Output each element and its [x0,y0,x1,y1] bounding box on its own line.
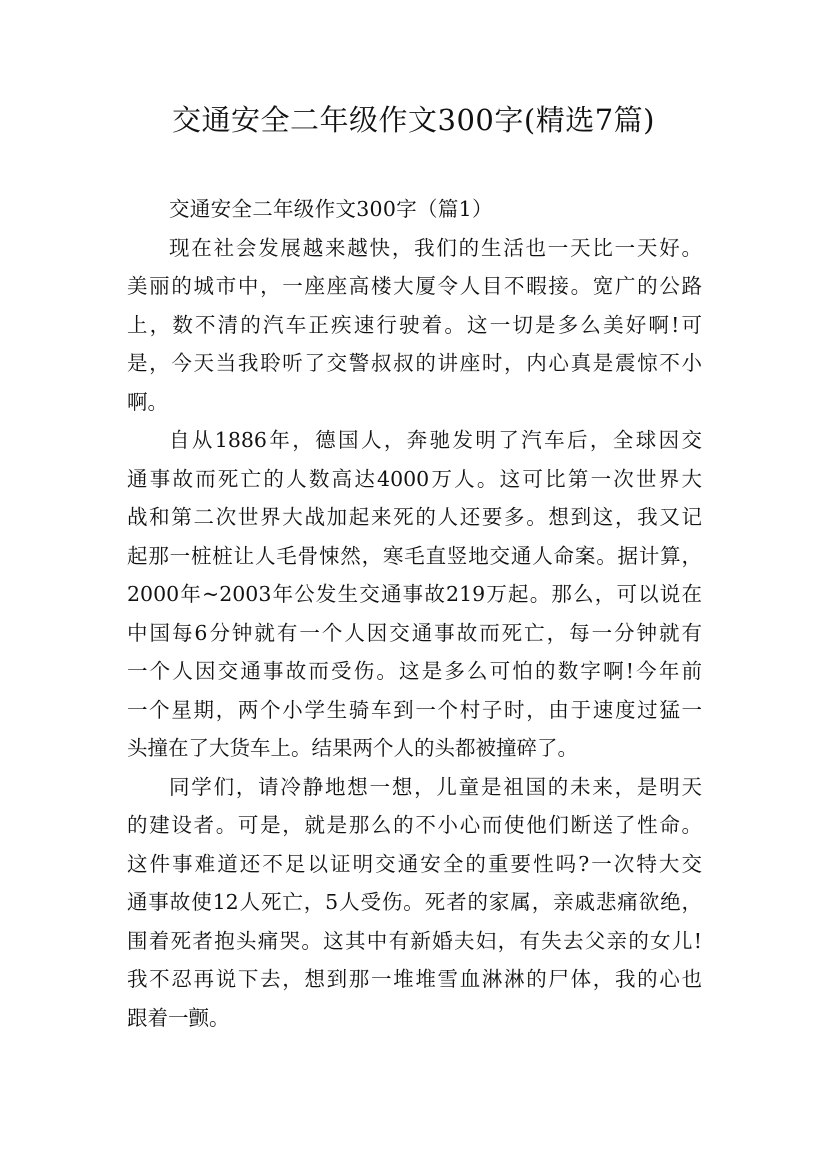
paragraph-line: 是，今天当我聆听了交警叔叔的讲座时，内心真是震惊不小 [127,351,702,375]
paragraph-line: 上，数不清的汽车正疾速行驶着。这一切是多么美好啊!可 [127,312,702,337]
paragraph-line: 起那一桩桩让人毛骨悚然，寒毛直竖地交通人命案。据计算， [127,543,702,568]
paragraph-line: 头撞在了大货车上。结果两个人的头都被撞碎了。 [127,736,578,760]
document-title: 交通安全二年级作文300字(精选7篇) [172,103,655,137]
paragraph-line: 中国每6分钟就有一个人因交通事故而死亡，每一分钟就有 [127,620,702,645]
paragraph-line: 通事故使12人死亡，5人受伤。死者的家属，亲戚悲痛欲绝， [127,890,702,914]
paragraph-2 [127,421,702,768]
paragraph-line: 自从1886年，德国人，奔驰发明了汽车后，全球因交 [169,428,702,452]
paragraph-line: 通事故而死亡的人数高达4000万人。这可比第一次世界大 [127,466,702,491]
paragraph-line: 这件事难道还不足以证明交通安全的重要性吗?一次特大交 [127,851,702,876]
paragraph-line: 战和第二次世界大战加起来死的人还要多。想到这，我又记 [127,505,702,529]
article-body [127,190,702,1037]
paragraph-1 [127,229,702,422]
paragraph-3 [127,768,702,1038]
paragraph-line: 同学们，请冷静地想一想，儿童是祖国的未来，是明天 [169,774,702,799]
paragraph-line: 美丽的城市中，一座座高楼大厦令人目不暇接。宽广的公路 [127,274,702,298]
paragraph-line: 跟着一颤。 [127,1005,230,1030]
paragraph-line: 现在社会发展越来越快，我们的生活也一天比一天好。 [169,235,702,260]
paragraph-line: 我不忍再说下去，想到那一堆堆雪血淋淋的尸体，我的心也 [127,967,702,991]
paragraph-line: 围着死者抱头痛哭。这其中有新婚夫妇，有失去父亲的女儿! [127,928,702,953]
paragraph-line: 一个星期，两个小学生骑车到一个村子时，由于速度过猛一 [127,697,702,722]
paragraph-line: 啊。 [127,389,168,414]
paragraph-line: 一个人因交通事故而受伤。这是多么可怕的数字啊!今年前 [127,659,702,683]
section-heading: 交通安全二年级作文300字（篇1） [169,197,493,221]
paragraph-line: 的建设者。可是，就是那么的不小心而使他们断送了性命。 [127,813,702,837]
paragraph-line: 2000年~2003年公发生交通事故219万起。那么，可以说在 [127,582,702,606]
